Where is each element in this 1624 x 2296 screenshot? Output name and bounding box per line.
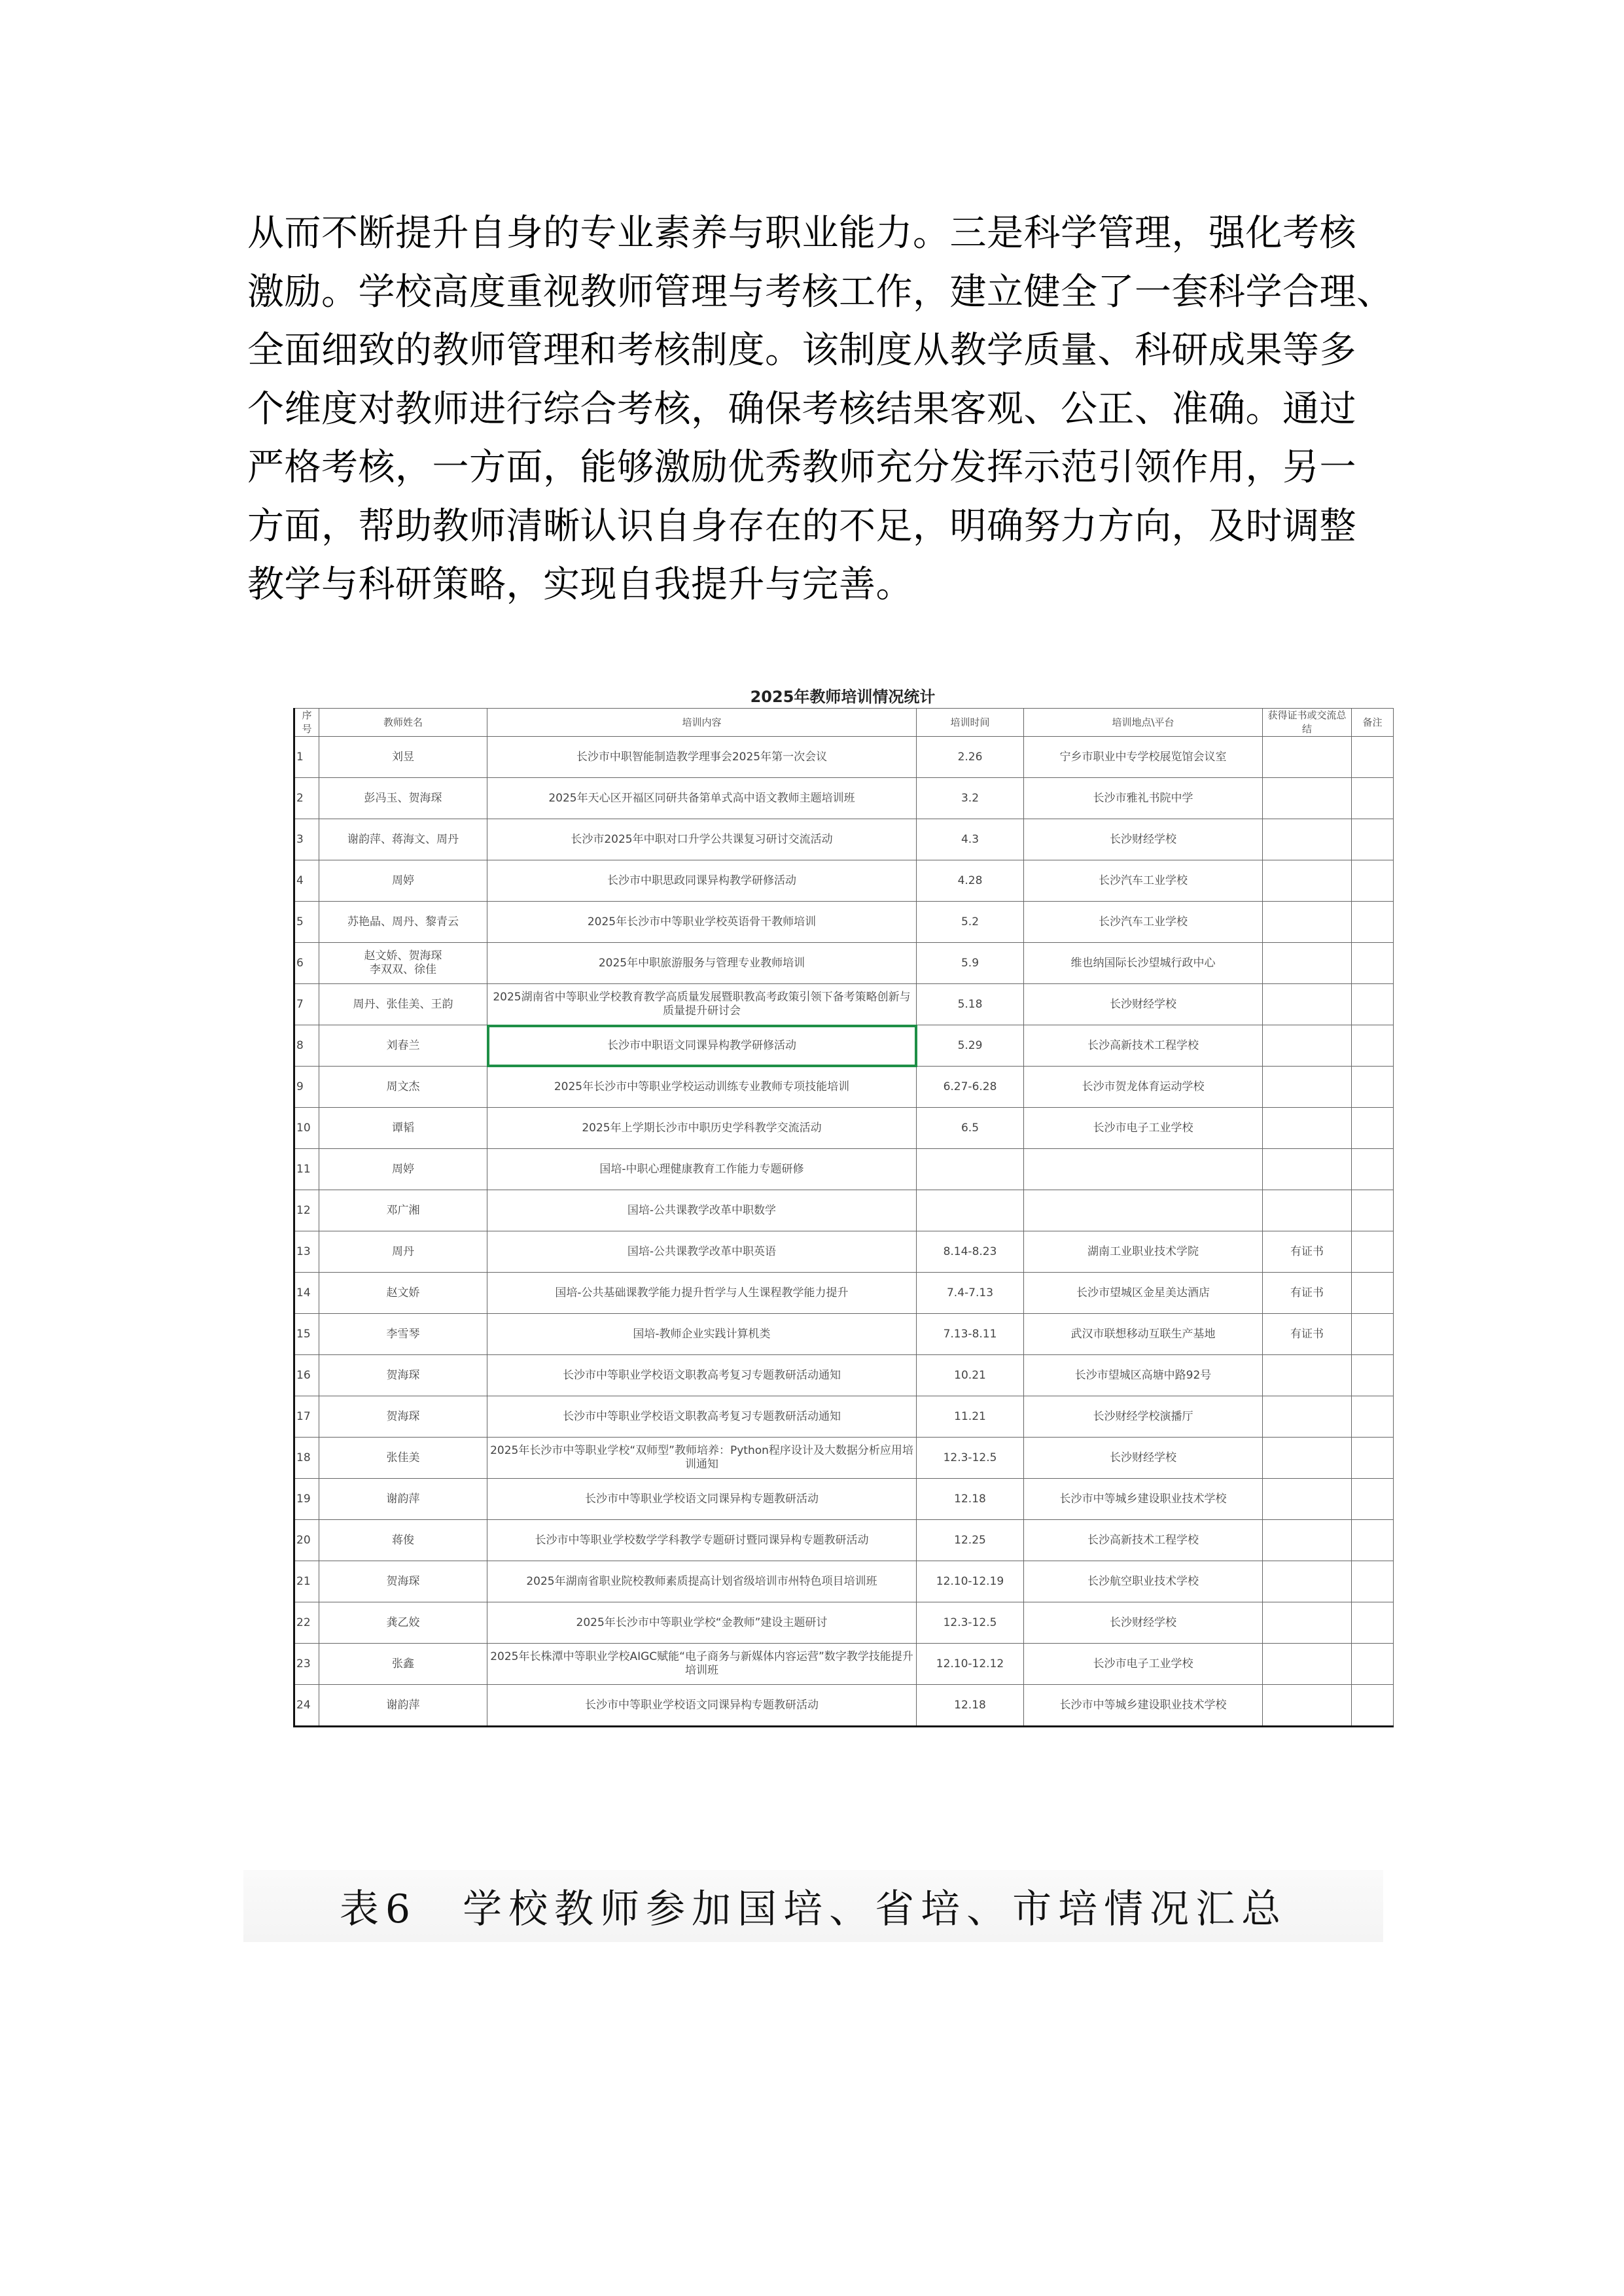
table-cell-content: 2025年长沙市中等职业学校英语骨干教师培训	[487, 902, 917, 943]
table-cell-name: 龚乙姣	[319, 1602, 487, 1644]
table-cell-place: 长沙市雅礼书院中学	[1024, 778, 1263, 819]
table-cell-note	[1352, 1067, 1394, 1108]
table-row	[294, 902, 1394, 943]
table-cell-place: 长沙市望城区高塘中路92号	[1024, 1355, 1263, 1396]
table-cell-place: 长沙市中等城乡建设职业技术学校	[1024, 1685, 1263, 1727]
table-cell-time: 5.29	[917, 1025, 1024, 1067]
table-cell-cert	[1263, 1479, 1352, 1520]
table-cell-note	[1352, 1602, 1394, 1644]
table-cell-time: 12.25	[917, 1520, 1024, 1561]
column-header: 序号	[294, 709, 319, 737]
table-cell-name: 张佳美	[319, 1438, 487, 1479]
table-cell-cert: 有证书	[1263, 1314, 1352, 1355]
table-cell-note	[1352, 1149, 1394, 1190]
table-cell-place	[1024, 1149, 1263, 1190]
table-cell-name: 彭冯玉、贺海琛	[319, 778, 487, 819]
table-cell-place: 武汉市联想移动互联生产基地	[1024, 1314, 1263, 1355]
table-cell-cert: 有证书	[1263, 1231, 1352, 1273]
table-cell-time: 7.4-7.13	[917, 1273, 1024, 1314]
table-cell-content: 长沙市中职智能制造教学理事会2025年第一次会议	[487, 737, 917, 778]
table-cell-name: 谢韵萍	[319, 1479, 487, 1520]
table-cell-cert	[1263, 1108, 1352, 1149]
body-paragraph	[247, 204, 1394, 614]
table-row	[294, 1479, 1394, 1520]
table-row	[294, 860, 1394, 902]
table-cell-cert	[1263, 778, 1352, 819]
table-cell-note	[1352, 1644, 1394, 1685]
table-cell-content: 长沙市中等职业学校语文职教高考复习专题教研活动通知	[487, 1355, 917, 1396]
table-row	[294, 1520, 1394, 1561]
table-cell-place: 长沙高新技术工程学校	[1024, 1520, 1263, 1561]
table-caption: 表6 学校教师参加国培、省培、市培情况汇总	[243, 1870, 1383, 1942]
table-row	[294, 1396, 1394, 1438]
table-cell-place: 长沙市中等城乡建设职业技术学校	[1024, 1479, 1263, 1520]
column-header: 教师姓名	[319, 709, 487, 737]
table-row	[294, 1438, 1394, 1479]
table-cell-name: 贺海琛	[319, 1561, 487, 1602]
table-cell-no: 5	[294, 902, 319, 943]
table-cell-place: 长沙财经学校演播厅	[1024, 1396, 1263, 1438]
table-cell-place: 维也纳国际长沙望城行政中心	[1024, 943, 1263, 984]
table-cell-place: 长沙财经学校	[1024, 984, 1263, 1025]
table-cell-place: 湖南工业职业技术学院	[1024, 1231, 1263, 1273]
table-cell-name: 周婷	[319, 860, 487, 902]
table-cell-time: 4.28	[917, 860, 1024, 902]
table-cell-content: 2025年天心区开福区同研共备第单式高中语文教师主题培训班	[487, 778, 917, 819]
table-cell-note	[1352, 1685, 1394, 1727]
table-cell-name: 周文杰	[319, 1067, 487, 1108]
table-cell-name: 贺海琛	[319, 1355, 487, 1396]
table-cell-place: 长沙市电子工业学校	[1024, 1644, 1263, 1685]
table-cell-place: 长沙财经学校	[1024, 1438, 1263, 1479]
table-row	[294, 737, 1394, 778]
table-cell-no: 1	[294, 737, 319, 778]
table-cell-note	[1352, 1561, 1394, 1602]
table-cell-name: 周丹、张佳美、王韵	[319, 984, 487, 1025]
table-cell-no: 10	[294, 1108, 319, 1149]
table-row	[294, 1644, 1394, 1685]
table-cell-no: 3	[294, 819, 319, 860]
table-row	[294, 1561, 1394, 1602]
table-cell-content: 2025年长沙市中等职业学校“金教师”建设主题研讨	[487, 1602, 917, 1644]
table-header-row	[294, 709, 1394, 737]
table-cell-content: 长沙市中等职业学校语文职教高考复习专题教研活动通知	[487, 1396, 917, 1438]
table-cell-note	[1352, 1108, 1394, 1149]
table-cell-cert	[1263, 1644, 1352, 1685]
table-cell-note	[1352, 1479, 1394, 1520]
table-cell-content: 长沙市2025年中职对口升学公共课复习研讨交流活动	[487, 819, 917, 860]
table-row	[294, 1231, 1394, 1273]
table-cell-place	[1024, 1190, 1263, 1231]
column-header: 备注	[1352, 709, 1394, 737]
table-row	[294, 1025, 1394, 1067]
table-cell-no: 21	[294, 1561, 319, 1602]
table-cell-note	[1352, 1355, 1394, 1396]
table-cell-time: 8.14-8.23	[917, 1231, 1024, 1273]
table-row	[294, 1149, 1394, 1190]
table-cell-place: 长沙财经学校	[1024, 1602, 1263, 1644]
table-row	[294, 819, 1394, 860]
table-row	[294, 1273, 1394, 1314]
paragraph-line: 全面细致的教师管理和考核制度。该制度从教学质量、科研成果等多	[247, 329, 1356, 372]
table-cell-note	[1352, 902, 1394, 943]
table-cell-no: 8	[294, 1025, 319, 1067]
table-cell-name: 周丹	[319, 1231, 487, 1273]
table-cell-no: 14	[294, 1273, 319, 1314]
table-cell-cert	[1263, 1438, 1352, 1479]
table-cell-no: 17	[294, 1396, 319, 1438]
table-cell-note	[1352, 1520, 1394, 1561]
table-cell-time: 12.18	[917, 1479, 1024, 1520]
table-row	[294, 1685, 1394, 1727]
table-cell-cert: 有证书	[1263, 1273, 1352, 1314]
table-cell-content: 2025湖南省中等职业学校教育教学高质量发展暨职教高考政策引领下备考策略创新与质量提升研讨会	[487, 984, 917, 1025]
table-cell-cert	[1263, 1355, 1352, 1396]
table-cell-no: 11	[294, 1149, 319, 1190]
table-cell-content: 国培-公共课教学改革中职数学	[487, 1190, 917, 1231]
table-row	[294, 1355, 1394, 1396]
table-cell-place: 长沙市望城区金星美达酒店	[1024, 1273, 1263, 1314]
paragraph-line: 个维度对教师进行综合考核，确保考核结果客观、公正、准确。通过	[247, 387, 1356, 431]
table-cell-content: 国培-中职心理健康教育工作能力专题研修	[487, 1149, 917, 1190]
table-cell-time: 12.10-12.19	[917, 1561, 1024, 1602]
table-cell-time: 10.21	[917, 1355, 1024, 1396]
table-cell-note	[1352, 1314, 1394, 1355]
table-cell-cert	[1263, 1149, 1352, 1190]
table-cell-note	[1352, 1025, 1394, 1067]
table-cell-cert	[1263, 984, 1352, 1025]
table-cell-no: 9	[294, 1067, 319, 1108]
table-row	[294, 778, 1394, 819]
table-cell-name: 蒋俊	[319, 1520, 487, 1561]
table-cell-note	[1352, 860, 1394, 902]
paragraph-line: 激励。学校高度重视教师管理与考核工作，建立健全了一套科学合理、	[247, 270, 1394, 313]
table-cell-name: 贺海琛	[319, 1396, 487, 1438]
table-row	[294, 1314, 1394, 1355]
table-cell-time: 12.10-12.12	[917, 1644, 1024, 1685]
table-cell-name: 苏艳晶、周丹、黎青云	[319, 902, 487, 943]
table-cell-note	[1352, 1438, 1394, 1479]
training-stats-table	[293, 708, 1394, 1727]
table-cell-no: 19	[294, 1479, 319, 1520]
table-cell-note	[1352, 1231, 1394, 1273]
table-cell-no: 2	[294, 778, 319, 819]
table-cell-place: 长沙高新技术工程学校	[1024, 1025, 1263, 1067]
table-cell-cert	[1263, 943, 1352, 984]
table-row	[294, 984, 1394, 1025]
table-cell-note	[1352, 1190, 1394, 1231]
table-cell-no: 18	[294, 1438, 319, 1479]
table-cell-note	[1352, 1396, 1394, 1438]
table-row	[294, 1190, 1394, 1231]
table-cell-place: 长沙航空职业技术学校	[1024, 1561, 1263, 1602]
table-cell-place: 宁乡市职业中专学校展览馆会议室	[1024, 737, 1263, 778]
table-cell-cert	[1263, 1190, 1352, 1231]
table-cell-cert	[1263, 1067, 1352, 1108]
table-cell-no: 22	[294, 1602, 319, 1644]
column-header: 培训内容	[487, 709, 917, 737]
table-cell-content: 2025年上学期长沙市中职历史学科教学交流活动	[487, 1108, 917, 1149]
table-cell-time: 5.9	[917, 943, 1024, 984]
table-cell-time	[917, 1190, 1024, 1231]
table-cell-content: 2025年长株潭中等职业学校AIGC赋能“电子商务与新媒体内容运营”数字教学技能提升培训班	[487, 1644, 917, 1685]
table-cell-cert	[1263, 1602, 1352, 1644]
table-cell-name: 谭韬	[319, 1108, 487, 1149]
column-header: 培训时间	[917, 709, 1024, 737]
table-cell-no: 23	[294, 1644, 319, 1685]
table-cell-time: 2.26	[917, 737, 1024, 778]
table-cell-content: 2025年长沙市中等职业学校“双师型”教师培养：Python程序设计及大数据分析应用培训通知	[487, 1438, 917, 1479]
table-cell-content: 长沙市中等职业学校数学学科教学专题研讨暨同课异构专题教研活动	[487, 1520, 917, 1561]
table-cell-name: 刘昱	[319, 737, 487, 778]
table-cell-time: 3.2	[917, 778, 1024, 819]
table-cell-no: 12	[294, 1190, 319, 1231]
table-cell-name: 赵文娇、贺海琛 李双双、徐佳	[319, 943, 487, 984]
table-cell-content[interactable]: 长沙市中职语文同课异构教学研修活动	[487, 1025, 917, 1067]
paragraph-line: 严格考核，一方面，能够激励优秀教师充分发挥示范引领作用，另一	[247, 446, 1356, 489]
table-cell-time: 12.3-12.5	[917, 1438, 1024, 1479]
table-cell-note	[1352, 984, 1394, 1025]
table-cell-time: 5.18	[917, 984, 1024, 1025]
table-row	[294, 1067, 1394, 1108]
table-cell-time: 4.3	[917, 819, 1024, 860]
table-cell-content: 国培-公共基础课教学能力提升哲学与人生课程教学能力提升	[487, 1273, 917, 1314]
table-cell-name: 张鑫	[319, 1644, 487, 1685]
table-cell-no: 7	[294, 984, 319, 1025]
paragraph-line: 方面，帮助教师清晰认识自身存在的不足，明确努力方向，及时调整	[247, 504, 1356, 548]
table-cell-place: 长沙汽车工业学校	[1024, 902, 1263, 943]
table-cell-time	[917, 1149, 1024, 1190]
table-cell-no: 13	[294, 1231, 319, 1273]
table-cell-note	[1352, 819, 1394, 860]
table-cell-time: 7.13-8.11	[917, 1314, 1024, 1355]
table-cell-name: 周婷	[319, 1149, 487, 1190]
table-cell-content: 2025年湖南省职业院校教师素质提高计划省级培训市州特色项目培训班	[487, 1561, 917, 1602]
table-cell-no: 24	[294, 1685, 319, 1727]
table-cell-no: 16	[294, 1355, 319, 1396]
column-header: 获得证书或交流总结	[1263, 709, 1352, 737]
table-cell-cert	[1263, 1025, 1352, 1067]
paragraph-line: 从而不断提升自身的专业素养与职业能力。三是科学管理，强化考核	[247, 212, 1356, 255]
table-cell-content: 长沙市中职思政同课异构教学研修活动	[487, 860, 917, 902]
table-cell-content: 国培-教师企业实践计算机类	[487, 1314, 917, 1355]
table-cell-time: 6.27-6.28	[917, 1067, 1024, 1108]
table-cell-place: 长沙市电子工业学校	[1024, 1108, 1263, 1149]
table-cell-cert	[1263, 819, 1352, 860]
table-cell-cert	[1263, 1685, 1352, 1727]
table-cell-note	[1352, 1273, 1394, 1314]
table-cell-time: 12.3-12.5	[917, 1602, 1024, 1644]
table-cell-cert	[1263, 1561, 1352, 1602]
table-body	[294, 737, 1394, 1727]
table-cell-cert	[1263, 860, 1352, 902]
table-cell-place: 长沙市贺龙体育运动学校	[1024, 1067, 1263, 1108]
table-row	[294, 1108, 1394, 1149]
table-cell-no: 6	[294, 943, 319, 984]
table-cell-name: 谢韵萍	[319, 1685, 487, 1727]
training-table-container	[293, 686, 1392, 1727]
table-cell-content: 国培-公共课教学改革中职英语	[487, 1231, 917, 1273]
table-cell-time: 12.18	[917, 1685, 1024, 1727]
table-cell-time: 6.5	[917, 1108, 1024, 1149]
table-cell-note	[1352, 943, 1394, 984]
table-cell-time: 11.21	[917, 1396, 1024, 1438]
table-cell-place: 长沙汽车工业学校	[1024, 860, 1263, 902]
table-row	[294, 943, 1394, 984]
paragraph-line: 教学与科研策略，实现自我提升与完善。	[247, 563, 913, 606]
table-cell-content: 2025年中职旅游服务与管理专业教师培训	[487, 943, 917, 984]
table-cell-no: 4	[294, 860, 319, 902]
table-title: 2025年教师培训情况统计	[750, 688, 936, 706]
table-cell-content: 长沙市中等职业学校语文同课异构专题教研活动	[487, 1479, 917, 1520]
table-cell-cert	[1263, 1396, 1352, 1438]
table-cell-note	[1352, 778, 1394, 819]
table-cell-name: 谢韵萍、蒋海文、周丹	[319, 819, 487, 860]
table-cell-no: 15	[294, 1314, 319, 1355]
column-header: 培训地点\平台	[1024, 709, 1263, 737]
table-cell-content: 长沙市中等职业学校语文同课异构专题教研活动	[487, 1685, 917, 1727]
table-cell-name: 李雪琴	[319, 1314, 487, 1355]
table-cell-note	[1352, 737, 1394, 778]
table-cell-cert	[1263, 902, 1352, 943]
table-cell-name: 赵文娇	[319, 1273, 487, 1314]
table-cell-time: 5.2	[917, 902, 1024, 943]
table-cell-cert	[1263, 1520, 1352, 1561]
table-cell-cert	[1263, 737, 1352, 778]
table-cell-content: 2025年长沙市中等职业学校运动训练专业教师专项技能培训	[487, 1067, 917, 1108]
table-cell-name: 邓广湘	[319, 1190, 487, 1231]
table-cell-name: 刘春兰	[319, 1025, 487, 1067]
table-cell-place: 长沙财经学校	[1024, 819, 1263, 860]
table-row	[294, 1602, 1394, 1644]
table-cell-no: 20	[294, 1520, 319, 1561]
